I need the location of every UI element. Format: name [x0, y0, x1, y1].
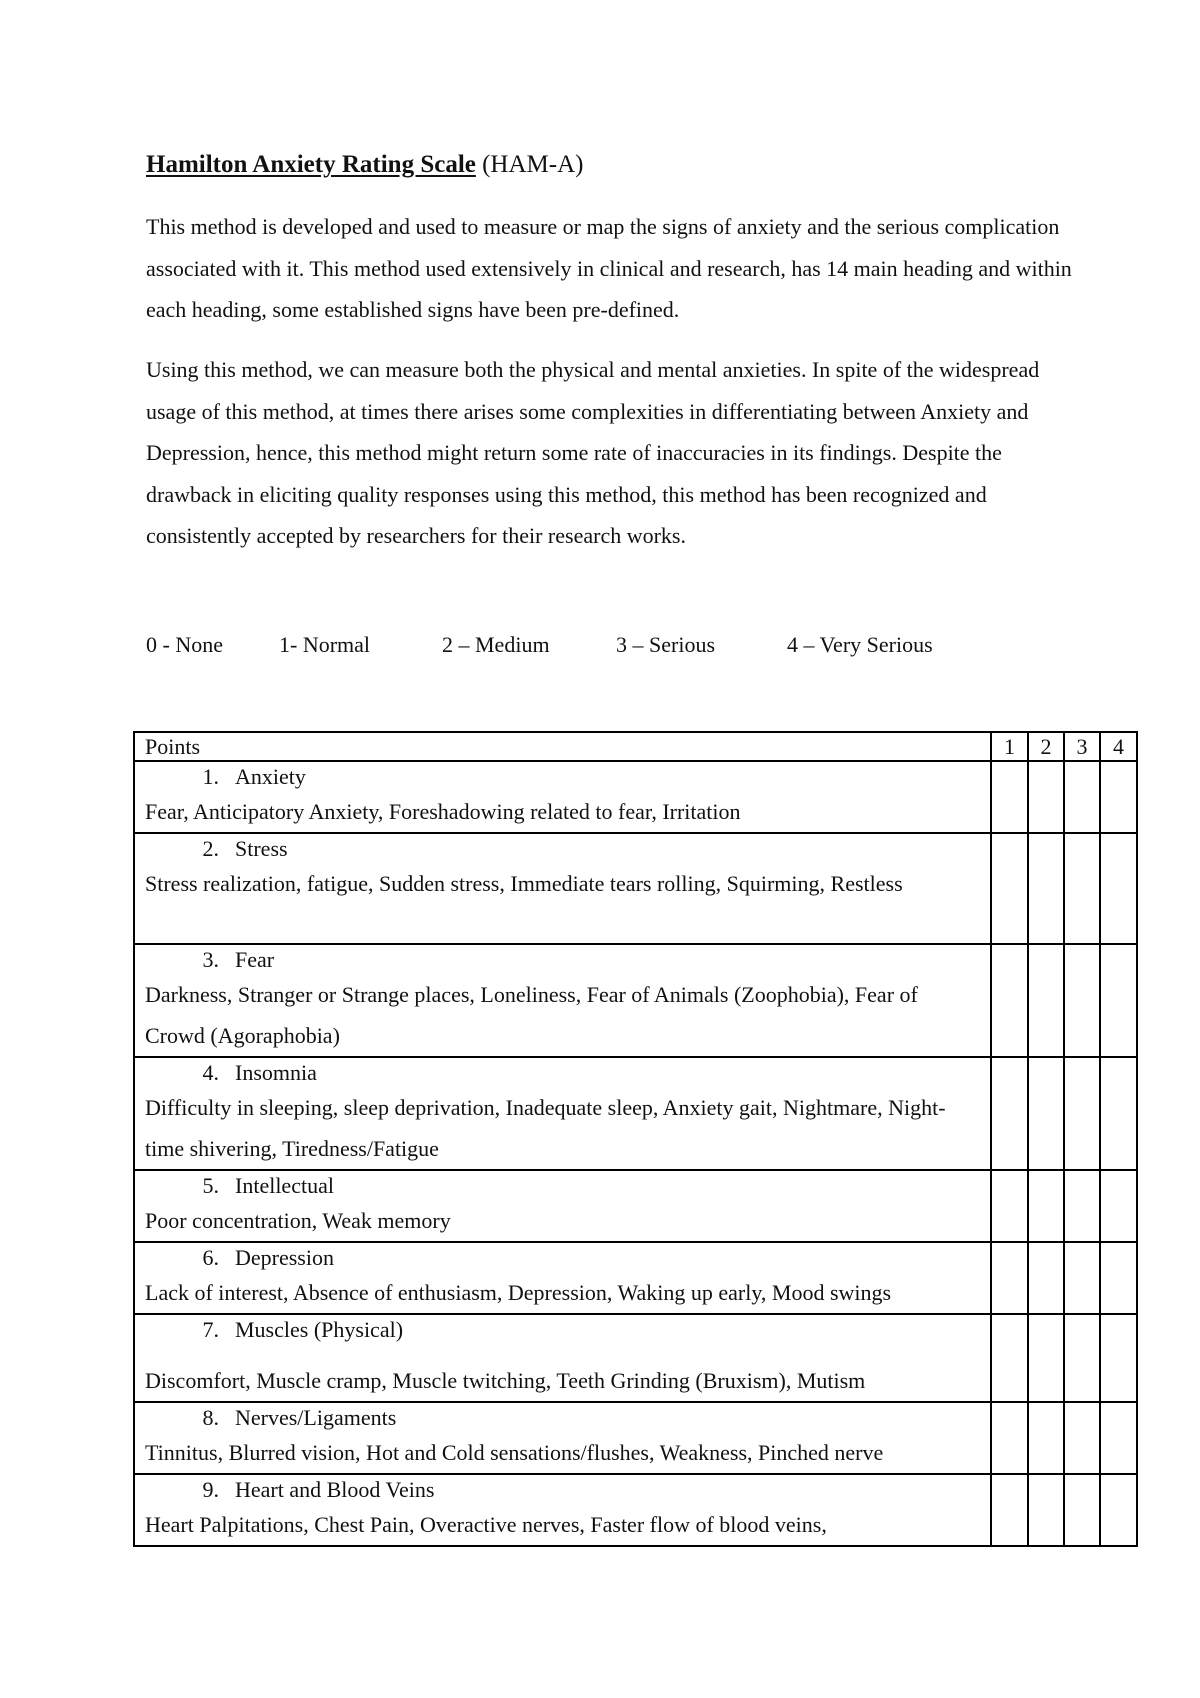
item-heading	[145, 1315, 990, 1344]
score-checkbox-4[interactable]	[1100, 1474, 1137, 1546]
item-description: Heart Palpitations, Chest Pain, Overactive nerves, Faster flow of blood veins,	[145, 1512, 827, 1537]
item-title: Heart and Blood Veins	[235, 1477, 435, 1502]
item-heading	[145, 1475, 990, 1504]
score-checkbox-1[interactable]	[991, 1170, 1028, 1242]
scale-item-0: 0 - None	[146, 632, 223, 657]
table-row	[134, 1170, 1137, 1242]
score-header-2: 2	[1028, 732, 1064, 761]
item-title: Anxiety	[235, 764, 306, 789]
item-heading	[145, 1243, 990, 1272]
scale-item-2: 2 – Medium	[442, 632, 550, 657]
title-main: Hamilton Anxiety Rating Scale	[146, 151, 476, 178]
table-row	[134, 1057, 1137, 1170]
item-description: Tinnitus, Blurred vision, Hot and Cold sensations/flushes, Weakness, Pinched nerve	[145, 1440, 884, 1465]
item-cell	[134, 1314, 991, 1402]
item-number: 8.	[202, 1405, 219, 1430]
score-checkbox-3[interactable]	[1064, 1314, 1100, 1402]
item-heading	[145, 945, 990, 974]
score-checkbox-3[interactable]	[1064, 944, 1100, 1057]
item-heading	[145, 1058, 990, 1087]
score-checkbox-1[interactable]	[991, 1242, 1028, 1314]
item-cell	[134, 1242, 991, 1314]
score-checkbox-2[interactable]	[1028, 944, 1064, 1057]
score-checkbox-3[interactable]	[1064, 1170, 1100, 1242]
rating-table	[133, 731, 1138, 1547]
score-checkbox-4[interactable]	[1100, 761, 1137, 833]
table-row	[134, 833, 1137, 944]
score-checkbox-2[interactable]	[1028, 1242, 1064, 1314]
score-checkbox-4[interactable]	[1100, 1242, 1137, 1314]
item-cell	[134, 1402, 991, 1474]
score-checkbox-1[interactable]	[991, 1402, 1028, 1474]
score-header-1: 1	[991, 732, 1028, 761]
score-checkbox-2[interactable]	[1028, 1314, 1064, 1402]
score-header-3: 3	[1064, 732, 1100, 761]
item-cell	[134, 1057, 991, 1170]
item-heading	[145, 1403, 990, 1432]
page-title	[146, 150, 583, 180]
item-number: 6.	[202, 1245, 219, 1270]
score-checkbox-2[interactable]	[1028, 761, 1064, 833]
item-number: 7.	[202, 1317, 219, 1342]
points-header: Points	[134, 732, 991, 761]
score-checkbox-1[interactable]	[991, 1057, 1028, 1170]
item-heading	[145, 1171, 990, 1200]
item-heading	[145, 762, 990, 791]
score-checkbox-3[interactable]	[1064, 1402, 1100, 1474]
score-checkbox-4[interactable]	[1100, 833, 1137, 944]
table-row	[134, 1474, 1137, 1546]
item-title: Fear	[235, 947, 275, 972]
item-title: Stress	[235, 836, 288, 861]
item-cell	[134, 944, 991, 1057]
scale-item-1: 1- Normal	[279, 632, 371, 657]
score-checkbox-2[interactable]	[1028, 1170, 1064, 1242]
item-cell	[134, 833, 991, 944]
score-checkbox-4[interactable]	[1100, 1402, 1137, 1474]
score-checkbox-2[interactable]	[1028, 1402, 1064, 1474]
item-heading	[145, 834, 990, 863]
table-row	[134, 944, 1137, 1057]
table-row	[134, 1402, 1137, 1474]
item-description: Discomfort, Muscle cramp, Muscle twitching, Teeth Grinding (Bruxism), Mutism	[145, 1368, 866, 1393]
usage-paragraph: Using this method, we can measure both the physical and mental anxieties. In spite of the widespread usage of this method, at times there arises some complexities in differentiating between Anxiety and Depression, hence, this method might return some rate of inaccuracies in its findings. Despite the drawback in eliciting quality responses using this method, this method has been recognized and consistently accepted by researchers for their research works.	[146, 357, 1040, 548]
item-cell	[134, 1474, 991, 1546]
item-cell	[134, 1170, 991, 1242]
score-header-4: 4	[1100, 732, 1137, 761]
score-checkbox-3[interactable]	[1064, 761, 1100, 833]
score-checkbox-1[interactable]	[991, 1474, 1028, 1546]
score-checkbox-2[interactable]	[1028, 1474, 1064, 1546]
score-checkbox-4[interactable]	[1100, 1314, 1137, 1402]
item-description: Stress realization, fatigue, Sudden stress, Immediate tears rolling, Squirming, Restless	[145, 871, 903, 896]
item-description: Difficulty in sleeping, sleep deprivation, Inadequate sleep, Anxiety gait, Nightmare, Night-time shivering, Tiredness/Fatigue	[145, 1095, 946, 1161]
table-row	[134, 761, 1137, 833]
item-title: Depression	[235, 1245, 334, 1270]
score-checkbox-1[interactable]	[991, 1314, 1028, 1402]
item-description: Lack of interest, Absence of enthusiasm, Depression, Waking up early, Mood swings	[145, 1280, 892, 1305]
item-description: Fear, Anticipatory Anxiety, Foreshadowing related to fear, Irritation	[145, 799, 741, 824]
item-number: 5.	[202, 1173, 219, 1198]
item-description: Poor concentration, Weak memory	[145, 1208, 451, 1233]
item-number: 4.	[202, 1060, 219, 1085]
item-title: Insomnia	[235, 1060, 317, 1085]
intro-paragraph: This method is developed and used to measure or map the signs of anxiety and the serious complication associated with it. This method used extensively in clinical and research, has 14 main heading and within each heading, some established signs have been pre-defined.	[146, 214, 1072, 322]
scale-item-4: 4 – Very Serious	[787, 632, 933, 657]
item-title: Muscles (Physical)	[235, 1317, 404, 1342]
item-number: 1.	[202, 764, 219, 789]
table-header-row	[134, 732, 1137, 761]
score-checkbox-1[interactable]	[991, 944, 1028, 1057]
item-title: Intellectual	[235, 1173, 334, 1198]
score-checkbox-1[interactable]	[991, 833, 1028, 944]
item-description: Darkness, Stranger or Strange places, Loneliness, Fear of Animals (Zoophobia), Fear of Crowd (Agoraphobia)	[145, 982, 918, 1048]
score-checkbox-1[interactable]	[991, 761, 1028, 833]
score-checkbox-2[interactable]	[1028, 833, 1064, 944]
item-number: 2.	[202, 836, 219, 861]
table-row	[134, 1242, 1137, 1314]
score-checkbox-3[interactable]	[1064, 1242, 1100, 1314]
scale-item-3: 3 – Serious	[616, 632, 715, 657]
item-title: Nerves/Ligaments	[235, 1405, 397, 1430]
table-row	[134, 1314, 1137, 1402]
title-abbreviation: (HAM-A)	[482, 151, 584, 178]
score-checkbox-4[interactable]	[1100, 944, 1137, 1057]
score-checkbox-3[interactable]	[1064, 1474, 1100, 1546]
score-checkbox-2[interactable]	[1028, 1057, 1064, 1170]
item-cell	[134, 761, 991, 833]
item-number: 3.	[202, 947, 219, 972]
score-checkbox-4[interactable]	[1100, 1170, 1137, 1242]
score-checkbox-3[interactable]	[1064, 833, 1100, 944]
score-checkbox-3[interactable]	[1064, 1057, 1100, 1170]
item-number: 9.	[202, 1477, 219, 1502]
score-checkbox-4[interactable]	[1100, 1057, 1137, 1170]
